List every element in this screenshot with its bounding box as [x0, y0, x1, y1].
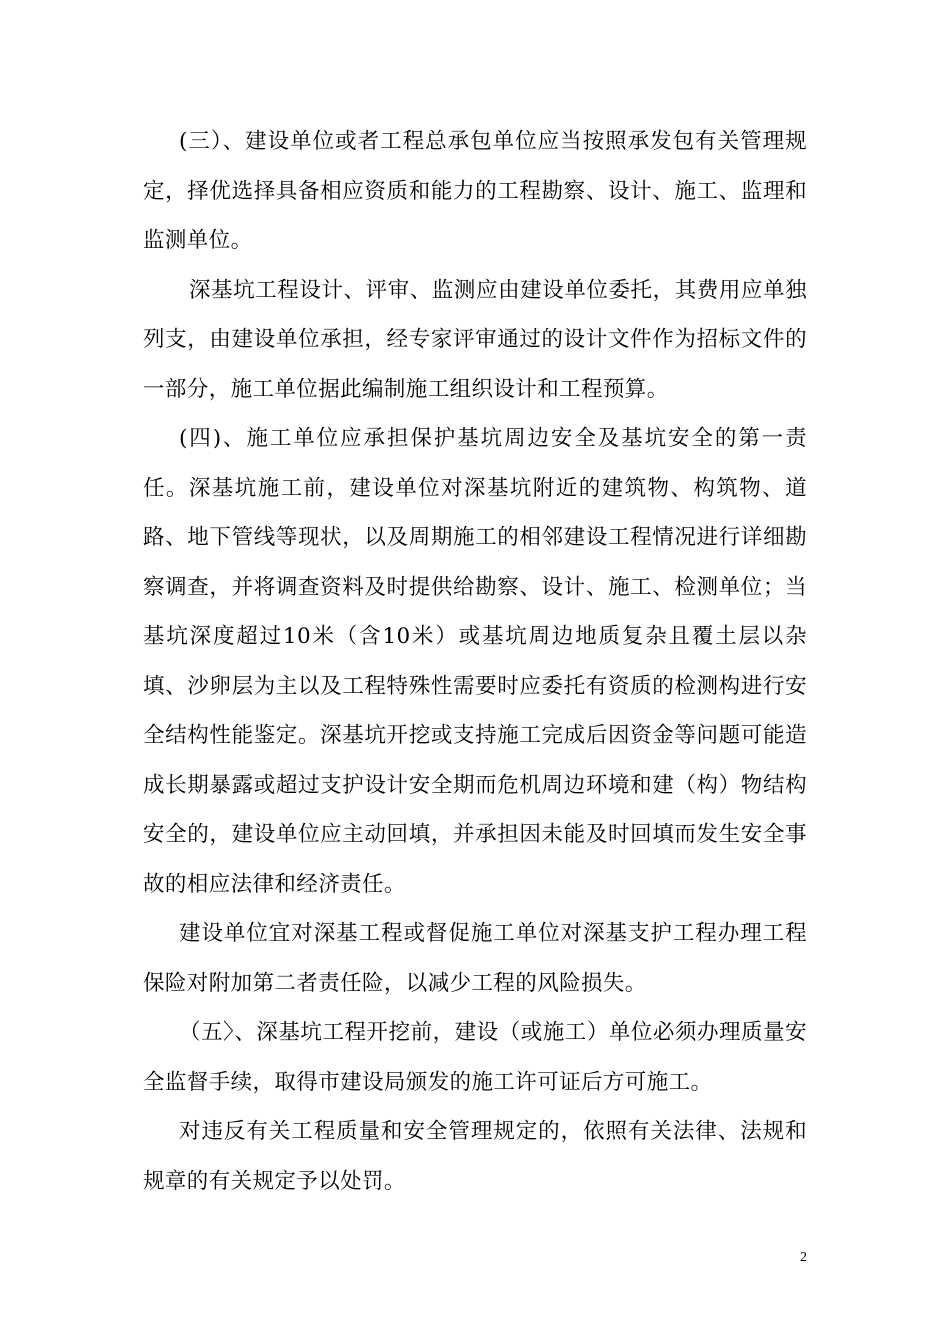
- paragraph-design-review: 深基坑工程设计、评审、监测应由建设单位委托，其费用应单独列支，由建设单位承担，经专家评审通过的设计文件作为招标文件的一部分，施工单位据此编制施工组织设计和工程预算。: [143, 277, 807, 402]
- document-body: [143, 117, 807, 1206]
- paragraph-section-3: (三）、建设单位或者工程总承包单位应当按照承发包有关管理规定，择优选择具备相应资质和能力的工程勘察、设计、施工、监理和监测单位。: [143, 129, 807, 253]
- paragraph-penalties: 对违反有关工程质量和安全管理规定的，依照有关法律、法规和规章的有关规定予以处罚。: [143, 1119, 807, 1194]
- paragraph-insurance: 建设单位宜对深基工程或督促施工单位对深基支护工程办理工程保险对附加第二者责任险，以减少工程的风险损失。: [143, 921, 807, 996]
- page-number: 2: [800, 1250, 807, 1265]
- paragraph-section-4: (四)、施工单位应承担保护基坑周边安全及基坑安全的第一责任。深基坑施工前，建设单位对深基坑附近的建筑物、构筑物、道路、地下管线等现状，以及周期施工的相邻建设工程情况进行详细勘察调查，并将调查资料及时提供给勘察、设计、施工、检测单位；当基坑深度超过10米（含10米）或基坑周边地质复杂且覆土层以杂填、沙卵层为主以及工程特殊性需要时应委托有资质的检测构进行安全结构性能鉴定。深基坑开挖或支持施工完成后因资金等问题可能造成长期暴露或超过支护设计安全期而危机周边环境和建（构）物结构安全的，建设单位应主动回填，并承担因未能及时回填而发生安全事故的相应法律和经济责任。: [143, 426, 807, 897]
- paragraph-section-5: （五〉、深基坑工程开挖前，建设（或施工）单位必须办理质量安全监督手续，取得市建设局颁发的施工许可证后方可施工。: [143, 1020, 807, 1095]
